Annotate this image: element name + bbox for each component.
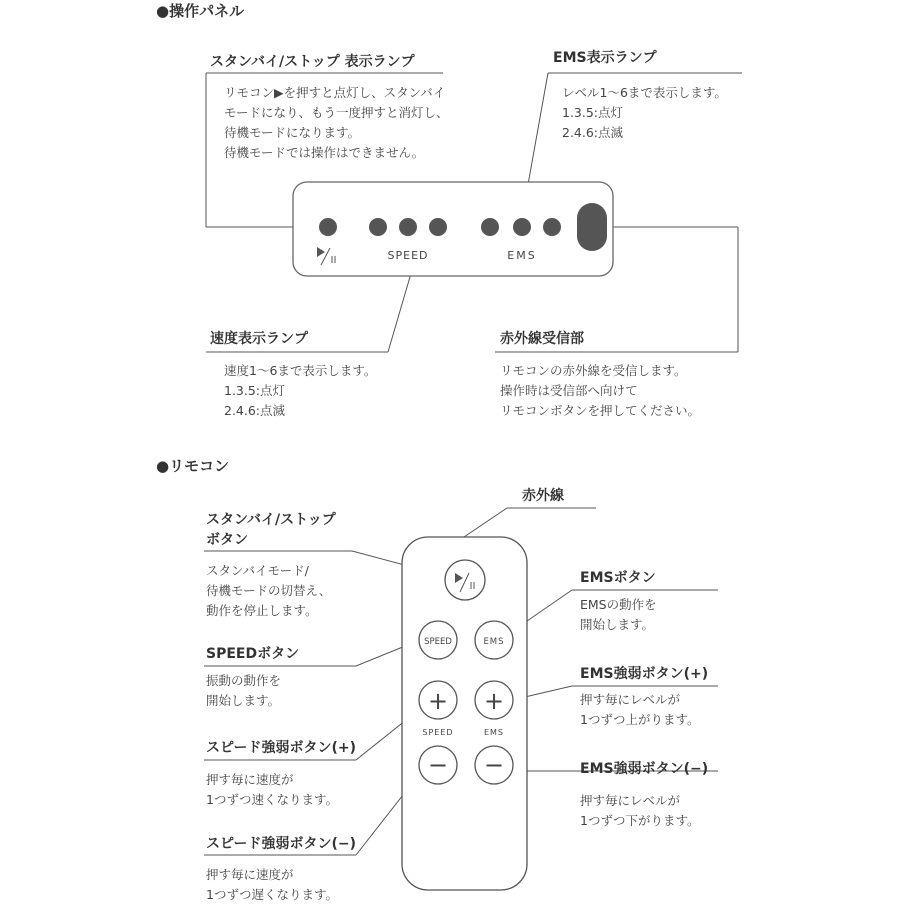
speed-lamp-leader	[388, 270, 412, 352]
ir-receiver-desc: リモコンの赤外線を受信します。 操作時は受信部へ向けて リモコンボタンを押してください。	[500, 363, 701, 418]
speed-button-title: SPEEDボタン	[206, 646, 300, 662]
ems-lamp-desc: レベル1～6まで表示します。 1.3.5:点灯 2.4.6:点滅	[562, 85, 727, 140]
standby-lamp-title: スタンバイ/ストップ 表示ランプ	[210, 54, 415, 70]
remote-ems-small-label: EMS	[483, 728, 505, 737]
panel-ems-label: EMS	[507, 249, 537, 262]
ems-minus-icon: −	[483, 751, 505, 779]
standby-lamp-desc: リモコン▶を押すと点灯し、スタンバイ モードになり、もう一度押すと消灯し、 待機モードになります。 待機モードでは操作はできません。	[224, 85, 449, 160]
ems-lamp-3	[543, 218, 561, 236]
panel-speed-label: SPEED	[387, 249, 429, 262]
control-panel-body	[293, 182, 613, 276]
ems-lamp-2	[513, 218, 531, 236]
speed-plus-desc: 押す毎に速度が 1つずつ速くなります。	[206, 772, 338, 807]
remote-section-title: ●リモコン	[156, 457, 230, 475]
speed-plus-title: スピード強弱ボタン(+)	[206, 740, 356, 756]
standby-button-desc: スタンバイモード/ 待機モードの切替え、 動作を停止します。	[206, 563, 332, 618]
speed-minus-title: スピード強弱ボタン(−)	[206, 836, 356, 852]
ir-receiver-title: 赤外線受信部	[500, 331, 584, 347]
ems-plus-icon: +	[483, 687, 505, 715]
speed-lamp-1	[369, 218, 387, 236]
remote-ems-button-label: EMS	[483, 637, 505, 647]
ir-emitter-leader	[464, 508, 507, 537]
speed-lamp-2	[399, 218, 417, 236]
ems-button-desc: EMSの動作を 開始します。	[580, 597, 657, 632]
speed-lamp-3	[429, 218, 447, 236]
remote-speed-button-label: SPEED	[424, 637, 452, 647]
speed-button-desc: 振動の動作を 開始します。	[206, 673, 282, 708]
ems-minus-desc: 押す毎にレベルが 1つずつ下がります。	[580, 793, 700, 828]
speed-plus-icon: +	[427, 687, 449, 715]
standby-button-title: スタンバイ/ストップ ボタン	[206, 512, 336, 548]
ir-receiver	[577, 203, 607, 251]
ems-plus-title: EMS強弱ボタン(+)	[580, 666, 709, 682]
standby-lamp	[319, 218, 337, 236]
ems-minus-title: EMS強弱ボタン(−)	[580, 761, 709, 777]
ems-lamp-title: EMS表示ランプ	[553, 50, 657, 66]
remote-speed-small-label: SPEED	[422, 728, 454, 737]
remote-standby-button	[445, 560, 485, 600]
ems-plus-desc: 押す毎にレベルが 1つずつ上がります。	[580, 692, 700, 727]
speed-lamp-title: 速度表示ランプ	[210, 331, 308, 347]
panel-section-title: ●操作パネル	[156, 2, 245, 20]
ems-lamp-1	[481, 218, 499, 236]
ems-button-title: EMSボタン	[580, 570, 656, 586]
speed-minus-icon: −	[427, 751, 449, 779]
speed-lamp-desc: 速度1～6まで表示します。 1.3.5:点灯 2.4.6:点滅	[224, 363, 377, 418]
ir-emitter-title: 赤外線	[522, 488, 564, 504]
speed-minus-desc: 押す毎に速度が 1つずつ遅くなります。	[206, 867, 338, 902]
